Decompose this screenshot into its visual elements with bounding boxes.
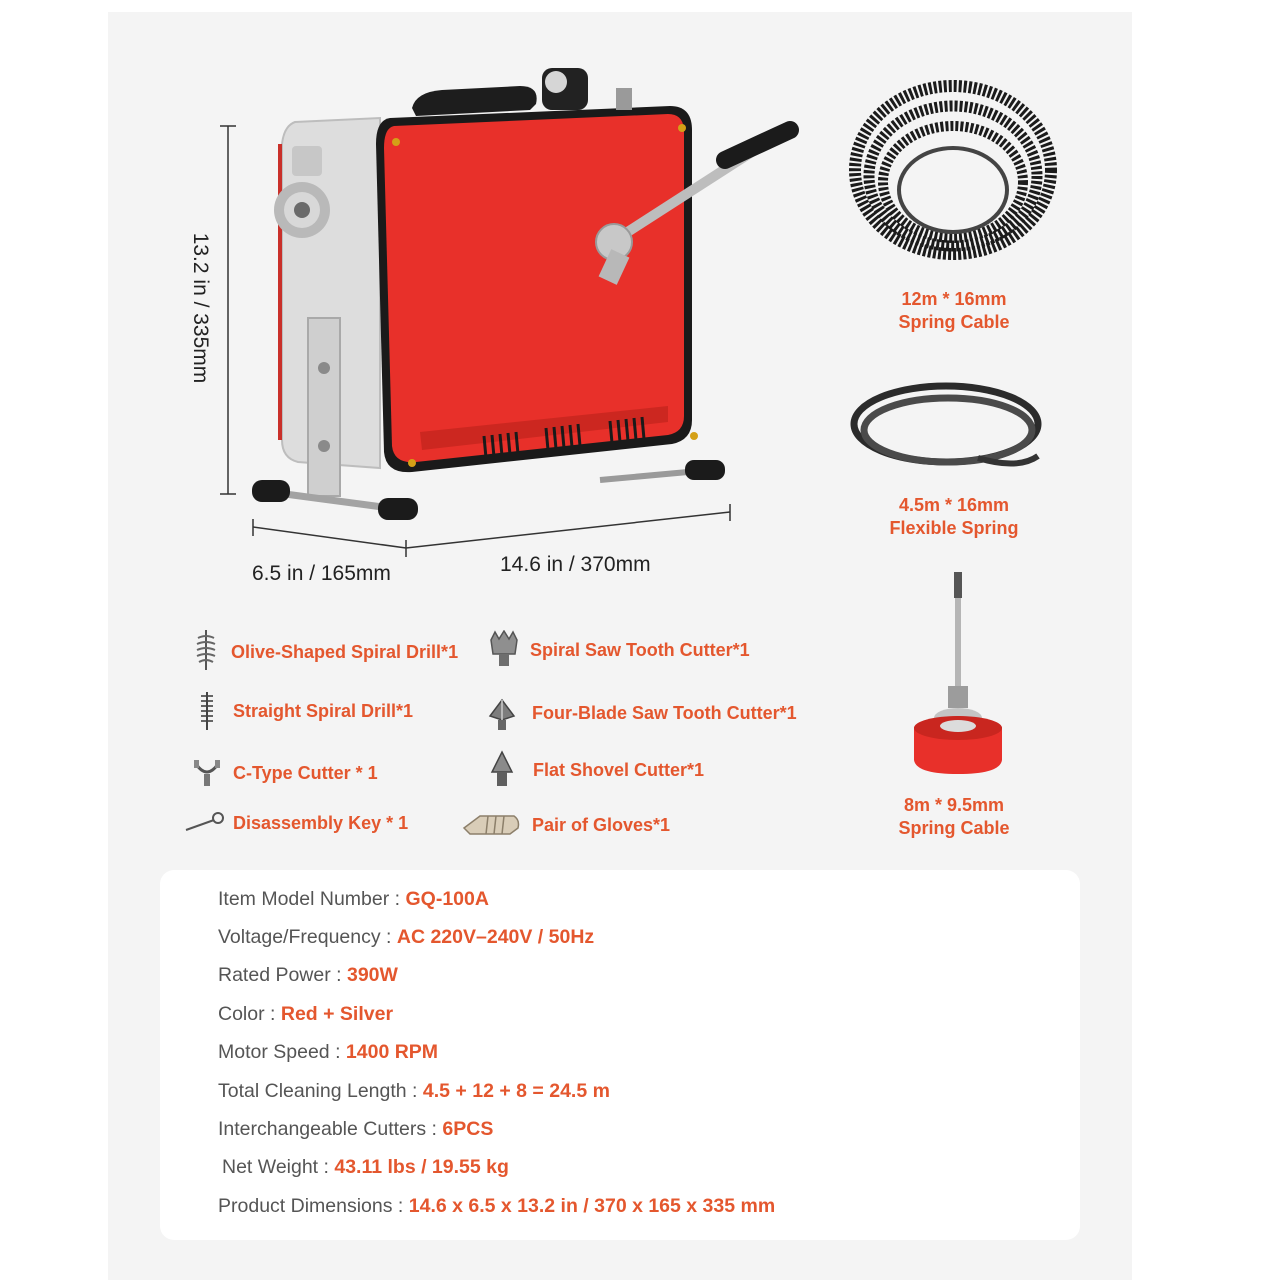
spec-value: 390W (346, 964, 398, 986)
accessory-label-disassembly-key: Disassembly Key * 1 (233, 813, 409, 833)
spec-row-power (218, 964, 398, 987)
width-dimension-line (406, 504, 730, 548)
spec-value: AC 220V–240V / 50Hz (396, 926, 595, 948)
accessory-label-olive-drill: Olive-Shaped Spiral Drill*1 (231, 642, 459, 662)
spec-row-motor-speed (218, 1041, 438, 1064)
spec-label: Motor Speed : (218, 1041, 346, 1063)
spec-row-voltage (218, 926, 594, 949)
attachment-caption-2 (854, 494, 1054, 540)
attachment-size-3: 8m * 9.5mm (903, 795, 1005, 815)
depth-dimension-label: 6.5 in / 165mm (252, 562, 391, 585)
flexible-spring-image (848, 378, 1048, 478)
attachment-type-2: Flexible Spring (889, 518, 1019, 538)
spec-label: Interchangeable Cutters : (218, 1118, 443, 1140)
spec-value: 6PCS (442, 1118, 494, 1140)
depth-dimension-line (253, 519, 406, 557)
spec-label: Color : (218, 1003, 281, 1025)
spec-label: Net Weight : (222, 1156, 335, 1178)
saw-cutter-icon (488, 630, 520, 668)
attachment-caption-1 (854, 288, 1054, 334)
spec-value: 1400 RPM (345, 1041, 439, 1063)
spec-label: Voltage/Frequency : (218, 926, 397, 948)
attachment-caption-3 (854, 794, 1054, 840)
four-blade-icon (486, 698, 518, 732)
accessory-label-gloves: Pair of Gloves*1 (532, 815, 671, 835)
olive-drill-icon (194, 628, 218, 672)
attachment-type-1: Spring Cable (898, 312, 1010, 332)
accessory-label-flat-shovel-cutter: Flat Shovel Cutter*1 (533, 760, 705, 780)
height-dimension-line (220, 126, 236, 494)
width-dimension-label: 14.6 in / 370mm (500, 553, 651, 576)
spec-value: 14.6 x 6.5 x 13.2 in / 370 x 165 x 335 mm (408, 1195, 776, 1217)
height-dimension-label: 13.2 in / 335mm (189, 232, 212, 384)
spec-label: Rated Power : (218, 964, 347, 986)
straight-drill-icon (196, 690, 218, 732)
drain-cleaner-machine-illustration (180, 60, 800, 600)
attachment-size-1: 12m * 16mm (901, 289, 1007, 309)
accessory-label-c-cutter: C-Type Cutter * 1 (233, 763, 378, 783)
attachment-type-3: Spring Cable (898, 818, 1010, 838)
spec-row-dimensions (218, 1195, 775, 1218)
c-cutter-icon (192, 756, 222, 788)
coiled-spring-cable-image (848, 78, 1058, 278)
spec-label: Product Dimensions : (218, 1195, 409, 1217)
key-icon (184, 810, 228, 834)
spec-row-weight (222, 1156, 509, 1179)
shovel-cutter-icon (488, 750, 516, 788)
gloves-icon (460, 810, 524, 838)
spec-value: GQ-100A (405, 888, 489, 910)
accessory-label-four-blade-cutter: Four-Blade Saw Tooth Cutter*1 (532, 703, 797, 723)
small-drum-spring-cable-image (904, 568, 1014, 780)
accessory-label-straight-drill: Straight Spiral Drill*1 (233, 701, 414, 721)
accessory-label-saw-cutter: Spiral Saw Tooth Cutter*1 (530, 640, 750, 660)
spec-label: Total Cleaning Length : (218, 1080, 423, 1102)
spec-row-cleaning-length (218, 1080, 610, 1103)
spec-value: 4.5 + 12 + 8 = 24.5 m (422, 1080, 610, 1102)
spec-row-model (218, 888, 489, 911)
spec-label: Item Model Number : (218, 888, 406, 910)
spec-value: Red + Silver (280, 1003, 394, 1025)
spec-value: 43.11 lbs / 19.55 kg (334, 1156, 509, 1178)
attachment-size-2: 4.5m * 16mm (898, 495, 1010, 515)
spec-row-cutters (218, 1118, 493, 1141)
spec-row-color (218, 1003, 393, 1026)
